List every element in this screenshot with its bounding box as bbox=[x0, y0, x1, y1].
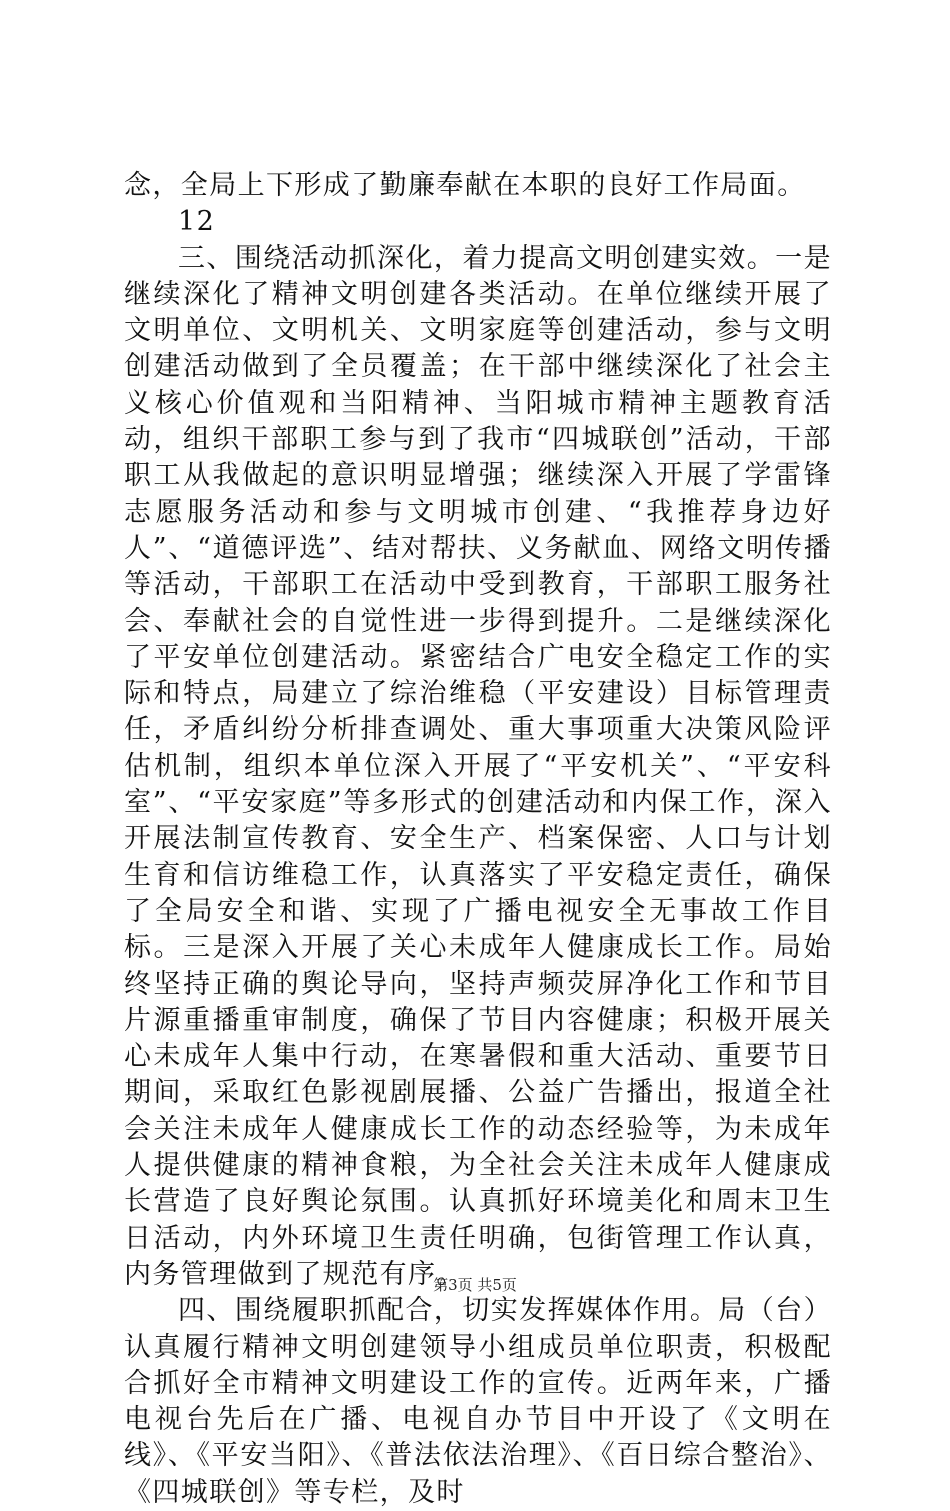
paragraph-section-three: 三、围绕活动抓深化，着力提高文明创建实效。一是继续深化了精神文明创建各类活动。在单位继续开展了文明单位、文明机关、文明家庭等创建活动，参与文明创建活动做到了全员覆盖；在干部中继续深化了社会主义核心价值观和当阳精神、当阳城市精神主题教育活动，组织干部职工参与到了我市“四城联创”活动，干部职工从我做起的意识明显增强；继续深入开展了学雷锋志愿服务活动和参与文明城市创建、“我推荐身边好人”、“道德评选”、结对帮扶、义务献血、网络文明传播等活动，干部职工在活动中受到教育，干部职工服务社会、奉献社会的自觉性进一步得到提升。二是继续深化了平安单位创建活动。紧密结合广电安全稳定工作的实际和特点，局建立了综治维稳（平安建设）目标管理责任，矛盾纠纷分析排查调处、重大事项重大决策风险评估机制，组织本单位深入开展了“平安机关”、“平安科室”、“平安家庭”等多形式的创建活动和内保工作，深入开展法制宣传教育、安全生产、档案保密、人口与计划生育和信访维稳工作，认真落实了平安稳定责任，确保了全局安全和谐、实现了广播电视安全无事故工作目标。三是深入开展了关心未成年人健康成长工作。局始终坚持正确的舆论导向，坚持声频荧屏净化工作和节目片源重播重审制度，确保了节目内容健康；积极开展关心未成年人集中行动，在寒暑假和重大活动、重要节日期间，采取红色影视剧展播、公益广告播出，报道全社会关注未成年人健康成长工作的动态经验等，为未成年人提供健康的精神食粮，为全社会关注未成年人健康成长营造了良好舆论氛围。认真抓好环境美化和周末卫生日活动，内外环境卫生责任明确，包街管理工作认真，内务管理做到了规范有序。 bbox=[124, 242, 832, 1290]
document-body bbox=[124, 168, 832, 1511]
paragraph-section-four: 四、围绕履职抓配合，切实发挥媒体作用。局（台）认真履行精神文明创建领导小组成员单位职责，积极配合抓好全市精神文明建设工作的宣传。近两年来，广播电视台先后在广播、电视自办节目中开设了《文明在线》、《平安当阳》、《普法依法治理》、《百日综合整治》、《四城联创》等专栏，及时 bbox=[124, 1295, 832, 1508]
paragraph-number: 12 bbox=[178, 206, 216, 238]
paragraph-continuation: 念，全局上下形成了勤廉奉献在本职的良好工作局面。 bbox=[124, 170, 806, 201]
page-footer: 第3页 共5页 bbox=[433, 1276, 517, 1294]
